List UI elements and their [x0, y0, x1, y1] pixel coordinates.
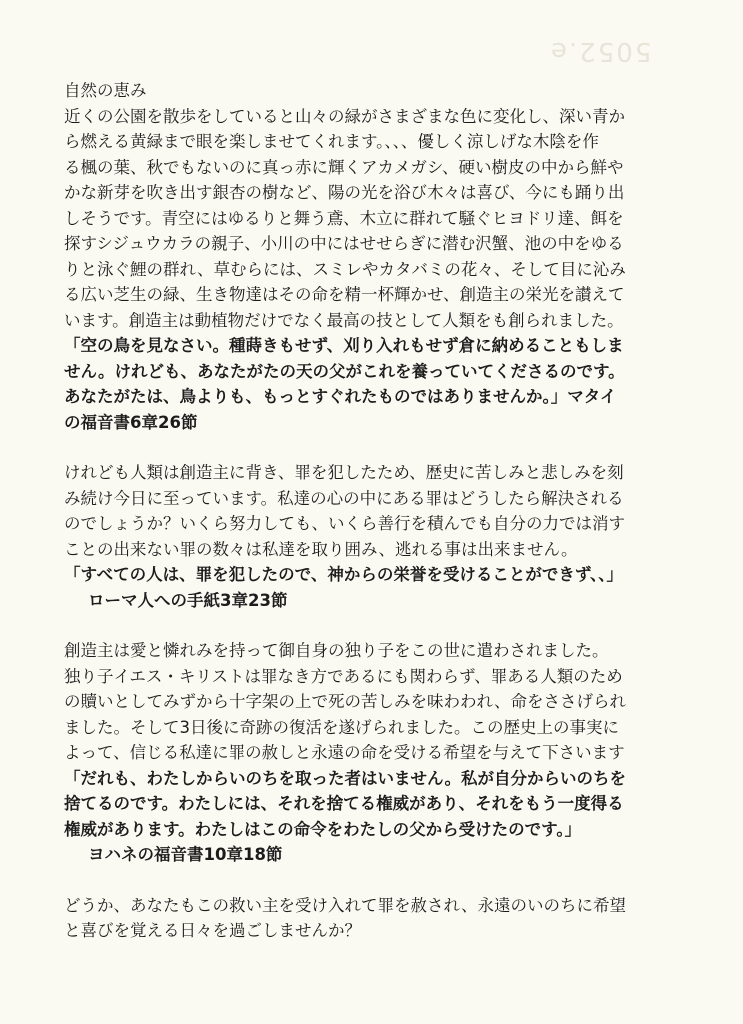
document-title: 自然の恵み	[64, 81, 147, 100]
scripture-quote-line: 「空の鳥を見なさい。種蒔きもせず、刈り入れもせず倉に納めることもしま	[64, 336, 624, 355]
section-spacer	[64, 868, 694, 893]
scripture-quote-line: 「すべての人は、罪を犯したので、神からの栄誉を受けることができず、、」	[64, 565, 624, 584]
section-closing	[64, 893, 694, 944]
scripture-quote-line: あなたがたは、鳥よりも、もっとすぐれたものではありませんか。」マタイ	[64, 387, 617, 406]
paragraph-line: います。創造主は動植物だけでなく最高の技として人類をも創られました。	[64, 310, 624, 330]
background-watermark: 5052.e	[548, 36, 651, 66]
paragraph-line: る楓の葉、秋でもないのに真っ赤に輝くアカメガシ、硬い樹皮の中から鮮や	[64, 157, 624, 177]
paragraph-line: どうか、あなたもこの救い主を受け入れて罪を赦され、永遠のいのちに希望	[64, 895, 626, 915]
paragraph-line: と喜びを覚える日々を過ごしませんか？	[64, 921, 361, 940]
paragraph-line: 独り子イエス・キリストは罪なき方であるにも関わらず、罪ある人類のため	[64, 666, 623, 686]
paragraph-line: ことの出来ない罪の数々は私達を取り囲み、逃れる事は出来ません。	[64, 539, 578, 559]
scripture-quote-line: 権威があります。わたしはこの命令をわたしの父から受けたのです。」	[64, 819, 582, 839]
paragraph-line: 探すシジュウカラの親子、小川の中にはせせらぎに潜む沢蟹、池の中をゆる	[64, 234, 624, 253]
paragraph-line: けれども人類は創造主に背き、罪を犯したため、歴史に苦しみと悲しみを刻	[64, 463, 624, 482]
scripture-reference: の福音書6章26節	[64, 412, 198, 432]
paragraph-line: しそうです。青空にはゆるりと舞う鳶、木立に群れて騒ぐヒヨドリ達、餌を	[64, 208, 624, 228]
section-nature	[64, 104, 694, 436]
paragraph-line: み続け今日に至っています。私達の心の中にある罪はどうしたら解決される	[64, 488, 624, 508]
paragraph-line: ら燃える黄緑まで眼を楽しませてくれます。、、、優しく涼しげな木陰を作	[64, 132, 599, 151]
section-spacer	[64, 613, 694, 638]
paragraph-line: の贖いとしてみずから十字架の上で死の苦しみを味わわれ、命をささげられ	[64, 692, 626, 711]
paragraph-line: 近くの公園を散歩をしていると山々の緑がさまざまな色に変化し、深い青か	[64, 106, 625, 126]
paragraph-line: 創造主は愛と憐れみを持って御自身の独り子をこの世に遣わされました。	[64, 641, 609, 660]
section-salvation	[64, 638, 694, 868]
section-sin	[64, 460, 694, 613]
paragraph-line: よって、信じる私達に罪の赦しと永遠の命を受ける希望を与えて下さいます	[64, 743, 625, 762]
scripture-reference: ローマ人への手紙3章23節	[88, 590, 288, 610]
scripture-quote-line: 捨てるのです。わたしには、それを捨てる権威があり、それをもう一度得る	[64, 794, 624, 813]
paragraph-line: る広い芝生の緑、生き物達はその命を精一杯輝かせ、創造主の栄光を讃えて	[64, 285, 625, 304]
section-spacer	[64, 435, 694, 460]
scripture-quote-line: せん。けれども、あなたがたの天の父がこれを養っていてくださるのです。	[64, 361, 625, 381]
paragraph-line: かな新芽を吹き出す銀杏の樹など、陽の光を浴び木々は喜び、今にも踊り出	[64, 183, 625, 202]
paragraph-line: のでしょうか？いくら努力しても、いくら善行を積んでも自分の力では消す	[64, 514, 625, 533]
scripture-reference: ヨハネの福音書10章18節	[88, 845, 283, 864]
paragraph-line: ました。そして3日後に奇跡の復活を遂げられました。この歴史上の事実に	[64, 717, 619, 737]
document-body	[64, 78, 694, 944]
scripture-quote-line: 「だれも、わたしからいのちを取った者はいません。私が自分からいのちを	[64, 768, 626, 788]
paragraph-line: りと泳ぐ鯉の群れ、草むらには、スミレやカタバミの花々、そして目に沁み	[64, 259, 626, 279]
